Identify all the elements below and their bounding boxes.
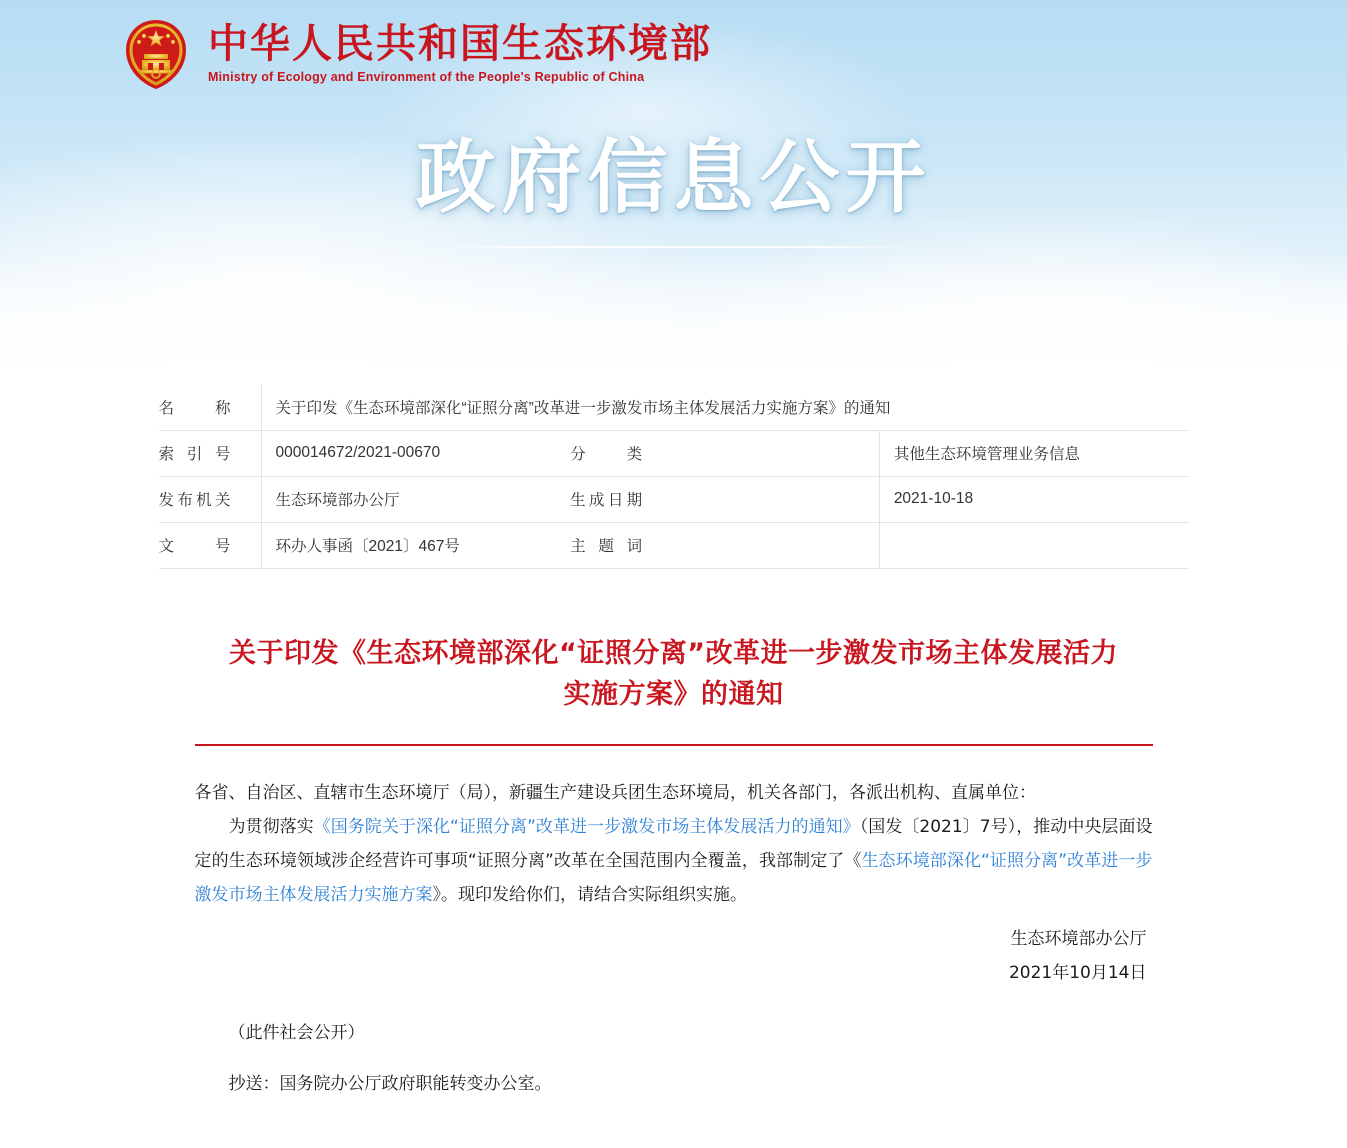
meta-value-keywords: [879, 522, 1188, 568]
implementation-plan-link[interactable]: 生态环境部深化“证照分离”改革进一步激发市场主体发展活力实施方案: [195, 851, 1153, 905]
banner-title-wrap: [0, 136, 1347, 248]
page-body: [0, 370, 1347, 1148]
article-card: [141, 591, 1207, 1148]
document-title: 关于印发《生态环境部深化“证照分离”改革进一步激发市场主体发展活力实施方案》的通知: [195, 617, 1153, 717]
china-national-emblem-icon: [118, 16, 194, 92]
body-paragraph-1: [195, 810, 1153, 912]
meta-value-index: 000014672/2021-00670: [261, 430, 570, 476]
table-row: [159, 430, 1189, 476]
meta-label-index: 索 引 号: [159, 430, 262, 476]
ministry-name-block: [208, 24, 712, 84]
table-row: [159, 384, 1189, 430]
meta-label-date: 生成日期: [570, 476, 879, 522]
title-divider: [195, 744, 1153, 746]
document-meta-table: [159, 384, 1189, 569]
signature-block: [195, 922, 1153, 990]
document-meta-section: [0, 370, 1347, 575]
document-body: [195, 776, 1153, 912]
table-row: [159, 522, 1189, 568]
banner-divider: [434, 246, 914, 248]
cc-line: 抄送：国务院办公厅政府职能转变办公室。: [195, 1067, 1153, 1101]
recipients-line: 各省、自治区、直辖市生态环境厅（局），新疆生产建设兵团生态环境局，机关各部门，各派出机构、直属单位：: [195, 776, 1153, 810]
page-title: 政府信息公开: [0, 136, 1347, 220]
meta-label-issuer: 发布机关: [159, 476, 262, 522]
para1-text-a: 为贯彻落实: [229, 817, 314, 837]
meta-label-docnumber: 文 号: [159, 522, 262, 568]
state-council-notice-link[interactable]: 《国务院关于深化“证照分离”改革进一步激发市场主体发展活力的通知》: [314, 817, 860, 837]
meta-value-category: 其他生态环境管理业务信息: [879, 430, 1188, 476]
site-banner: [0, 0, 1347, 372]
meta-value-issuer: 生态环境部办公厅: [261, 476, 570, 522]
meta-value-docnumber: 环办人事函〔2021〕467号: [261, 522, 570, 568]
meta-label-category: 分 类: [570, 430, 879, 476]
public-disclosure-note: （此件社会公开）: [195, 1016, 1153, 1050]
para1-text-c: 》。现印发给你们，请结合实际组织实施。: [433, 885, 748, 905]
document-meta-card: [159, 370, 1189, 575]
ministry-logo[interactable]: [118, 16, 712, 92]
meta-value-date: 2021-10-18: [879, 476, 1188, 522]
signature-date: 2021年10月14日: [195, 956, 1147, 990]
meta-label-keywords: 主 题 词: [570, 522, 879, 568]
para1-text-b: （国发〔2021〕7号），推动中央层面设定的生态环境领域涉企经营许可事项“证照分离”改革在全国范围内全覆盖，我部制定了《: [195, 817, 1153, 871]
table-row: [159, 476, 1189, 522]
document-tail: [195, 1016, 1153, 1101]
signer-name: 生态环境部办公厅: [195, 922, 1147, 956]
meta-value-name: 关于印发《生态环境部深化“证照分离”改革进一步激发市场主体发展活力实施方案》的通知: [261, 384, 1189, 430]
meta-label-name: 名 称: [159, 384, 262, 430]
ministry-name-cn: 中华人民共和国生态环境部: [208, 24, 712, 64]
article-inner: [195, 617, 1153, 1102]
ministry-name-en: Ministry of Ecology and Environment of the People's Republic of China: [208, 71, 712, 84]
